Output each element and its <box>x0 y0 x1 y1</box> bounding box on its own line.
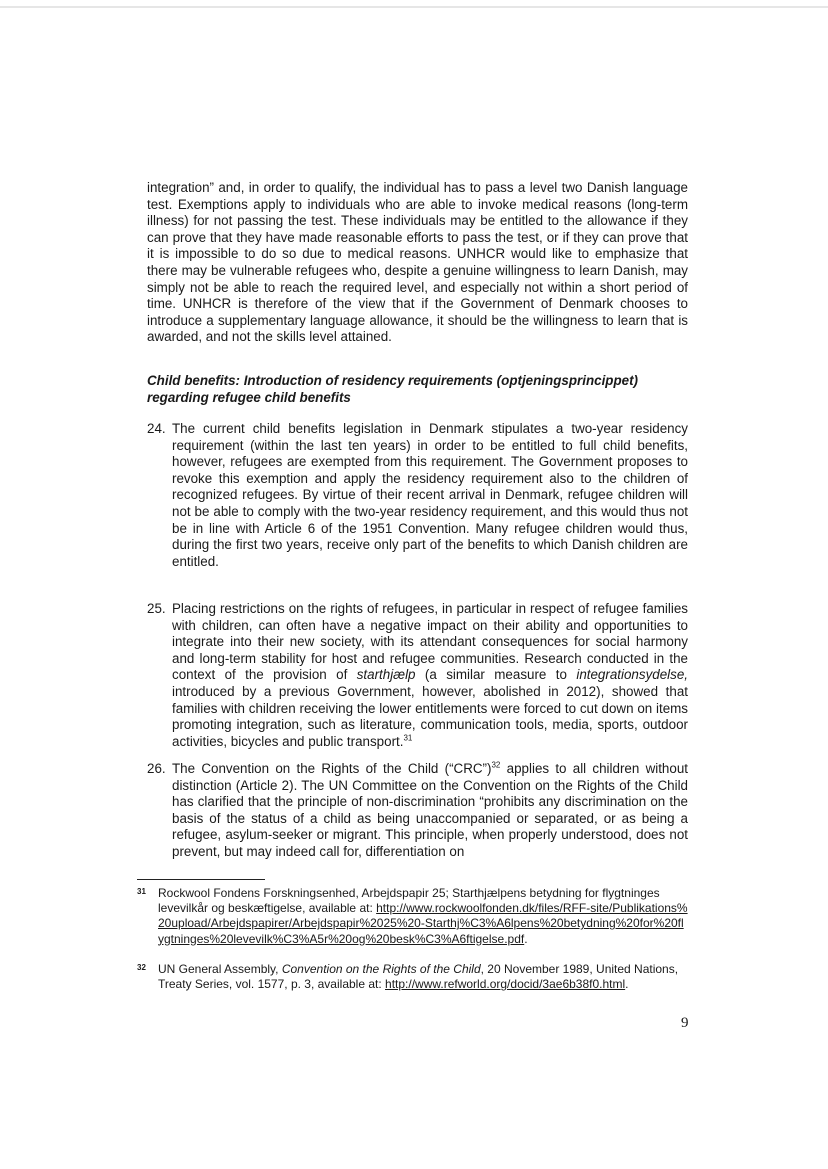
footnote-ref-32[interactable]: 32 <box>491 760 501 770</box>
section-heading: Child benefits: Introduction of residency requirements (optjeningsprincippet) regarding refugee child benefits <box>147 373 639 405</box>
footnote-text <box>158 962 689 992</box>
page-number: 9 <box>681 1015 689 1031</box>
text-run: The Convention on the Rights of the Child (“CRC”) <box>172 761 492 776</box>
footnote-link[interactable]: http://www.refworld.org/docid/3ae6b38f0.html <box>385 977 626 992</box>
italic-title: Convention on the Rights of the Child <box>281 962 481 976</box>
paragraph-number: 25. <box>147 601 166 616</box>
text-run: , 20 November 1989, United Nations, Treaty Series, vol. 1577, p. 3, available at: <box>158 962 679 992</box>
footnote-link[interactable]: http://www.rockwoolfonden.dk/files/RFF-site/Publikations%20upload/Arbejdspapirer/Arbejdspapir%2025%20-Starthj%C3%A6lpens%20betydning%20for%20flygtninges%20levevilk%C3%A5r%20og%20besk%C3%A6ftigelse.pdf <box>158 901 688 946</box>
footnote-separator <box>137 879 265 880</box>
text-run: UN General Assembly, <box>158 962 282 976</box>
footnote-32 <box>137 962 689 992</box>
paragraph-number: 26. <box>147 761 166 776</box>
paragraph-text <box>172 601 688 750</box>
text-run: (a similar measure to <box>415 667 577 683</box>
paragraph-24 <box>147 421 688 570</box>
paragraph-text: The current child benefits legislation in Denmark stipulates a two-year residency requirement (within the last ten years) in order to be entitled to full child benefits, however, refugees are exempted from this requirement. The Government proposes to revoke this exemption and apply the residency requirement also to the children of recognized refugees. By virtue of their recent arrival in Denmark, refugee children will not be able to comply with the two-year residency requirement, and this would thus not be in line with Article 6 of the 1951 Convention. Many refugee children would thus, during the first two years, receive only part of the benefits to which Danish children are entitled. <box>172 421 688 569</box>
footnote-mark: 31 <box>137 887 146 896</box>
text-run: applies to all children without distinction (Article 2). The UN Committee on the Convention on the Rights of the Child has clarified that the principle of non-discrimination “prohibits any discrimination on the basis of the status of a child as being unaccompanied or separated, or as being a refugee, asylum-seeker or migrant. This principle, when properly understood, does not prevent, but may indeed call for, differentiation on <box>172 761 688 859</box>
scan-edge-line <box>0 6 828 8</box>
text-run: Placing restrictions on the rights of refugees, in particular in respect of refugee families with children, can often have a negative impact on their ability and opportunities to integrate into their new society, with its attendant consequences for social harmony and long-term stability for host and refugee communities. Research conducted in the context of the provision of <box>172 601 688 683</box>
italic-term: starthjælp <box>356 667 416 683</box>
text-run: . <box>524 931 528 946</box>
footnote-31 <box>137 886 689 947</box>
text-run: introduced by a previous Government, however, abolished in 2012), showed that families with children receiving the lower entitlements were forced to cut down on items promoting integration, such as literature, communication tools, media, sports, outdoor activities, bicycles and public transport. <box>172 683 688 749</box>
paragraph-26 <box>147 761 688 861</box>
text-run: . <box>625 977 629 992</box>
footnote-mark: 32 <box>137 963 146 972</box>
paragraph-text <box>172 761 688 861</box>
text-run: Rockwool Fondens Forskningsenhed, Arbejdspapir 25; Starthjælpens betydning for flygtninges levevilkår og beskæftigelse, available at: <box>158 886 660 916</box>
footnote-text <box>158 886 689 947</box>
footnote-ref-31[interactable]: 31 <box>403 733 413 743</box>
italic-term: integrationsydelse, <box>576 667 688 683</box>
intro-paragraph: integration” and, in order to qualify, the individual has to pass a level two Danish language test. Exemptions apply to individuals who are able to invoke medical reasons (long-term illness) for not passing the test. These individuals may be entitled to the allowance if they can prove that they have made reasonable efforts to pass the test, or if they can prove that it is impossible to do so due to medical reasons. UNHCR would like to emphasize that there may be vulnerable refugees who, despite a genuine willingness to learn Danish, may simply not be able to reach the required level, and especially not within a short period of time. UNHCR is therefore of the view that if the Government of Denmark chooses to introduce a supplementary language allowance, it should be the willingness to learn that is awarded, and not the skills level attained. <box>147 180 688 345</box>
paragraph-number: 24. <box>147 421 166 436</box>
paragraph-25 <box>147 601 688 750</box>
